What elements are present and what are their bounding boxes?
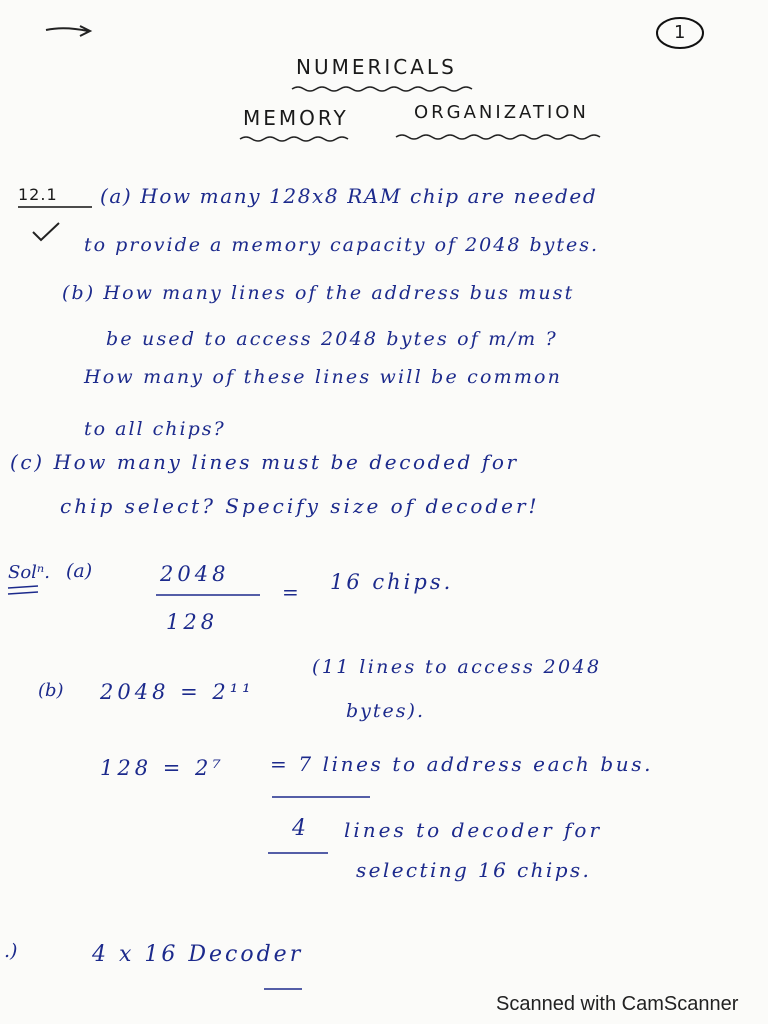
heading-organization: ORGANIZATION — [414, 102, 589, 123]
part-c-underline — [262, 986, 306, 992]
page-number: 1 — [674, 22, 686, 43]
part-b-line-3-number: 4 — [292, 816, 306, 841]
question-line-6: to all chips? — [84, 418, 226, 440]
scanner-watermark: Scanned with CamScanner — [496, 993, 739, 1015]
part-a-equals: = — [282, 580, 299, 604]
question-line-4: be used to access 2048 bytes of m/m ? — [106, 328, 558, 350]
question-line-5: How many of these lines will be common — [84, 366, 563, 388]
part-a-label: (a) — [66, 560, 93, 582]
part-b-line-3-underline — [266, 850, 332, 856]
solution-marker: Solⁿ. — [8, 562, 50, 583]
question-number: 12.1 — [18, 185, 58, 204]
part-b-note-cont: bytes). — [346, 700, 425, 722]
part-a-denominator: 128 — [166, 610, 219, 634]
part-b-label: (b) — [38, 680, 64, 701]
part-b-line-2-result: = 7 lines to address each bus. — [270, 752, 654, 776]
part-c-answer: 4 x 16 Decoder — [92, 942, 304, 967]
heading-underline — [290, 84, 490, 94]
heading-numericals: NUMERICALS — [296, 55, 457, 79]
part-b-underline — [270, 794, 374, 800]
part-b-line-1: 2048 = 2¹¹ — [100, 680, 255, 704]
fraction-bar — [154, 592, 264, 598]
question-line-2: to provide a memory capacity of 2048 bytes. — [84, 234, 600, 256]
part-c-label: .) — [4, 940, 18, 962]
part-b-line-2: 128 = 2⁷ — [100, 756, 225, 780]
part-b-line-3-cont: selecting 16 chips. — [356, 858, 592, 882]
question-line-8: chip select? Specify size of decoder! — [60, 494, 540, 518]
part-a-numerator: 2048 — [160, 562, 230, 586]
arrow-scribble-icon — [44, 20, 94, 40]
part-b-note: (11 lines to access 2048 — [312, 656, 602, 678]
solution-marker-underline — [6, 584, 42, 598]
part-a-result: 16 chips. — [330, 570, 454, 594]
question-number-underline — [16, 204, 96, 210]
subheading-underline — [236, 132, 616, 146]
question-line-7: (c) How many lines must be decoded for — [10, 450, 519, 474]
question-line-1: (a) How many 128x8 RAM chip are needed — [100, 184, 598, 208]
checkmark-icon — [30, 220, 62, 244]
heading-memory: MEMORY — [243, 106, 349, 130]
question-line-3: (b) How many lines of the address bus must — [62, 282, 575, 304]
part-b-line-3: lines to decoder for — [344, 818, 603, 842]
